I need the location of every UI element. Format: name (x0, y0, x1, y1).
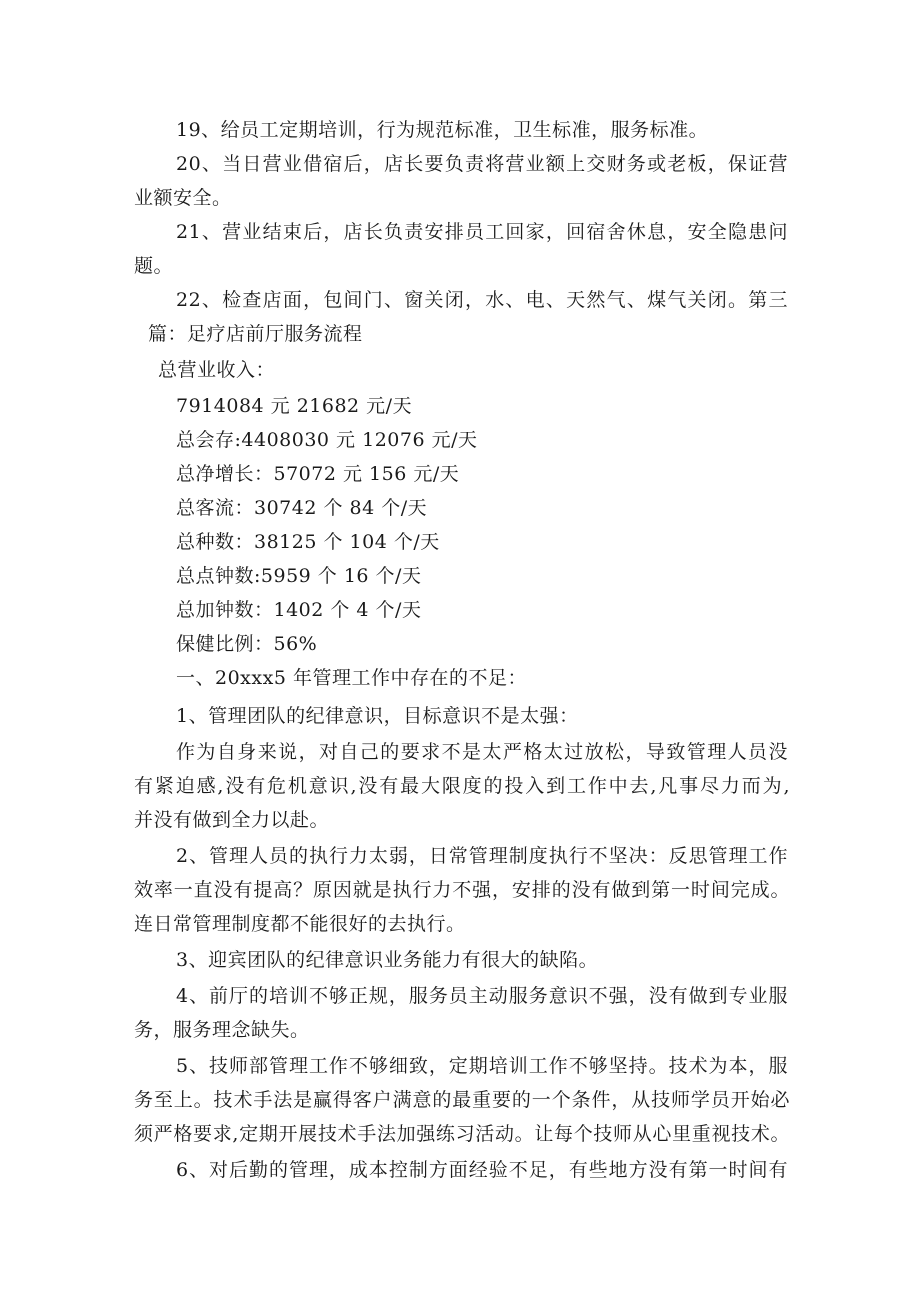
stat-line: 保健比例：56% (176, 633, 318, 655)
text-line: 作为自身来说，对自己的要求不是太严格太过放松，导致管理人员没 (176, 741, 788, 763)
stat-line: 总加钟数：1402 个 4 个/天 (176, 599, 422, 621)
stat-line: 7914084 元 21682 元/天 (176, 395, 413, 417)
stat-line: 总点钟数:5959 个 16 个/天 (176, 565, 422, 587)
stat-line: 总会存:4408030 元 12076 元/天 (176, 429, 478, 451)
stat-line: 总客流：30742 个 84 个/天 (176, 497, 428, 519)
text-line: 1、管理团队的纪律意识，目标意识不是太强： (176, 705, 579, 727)
text-line: 19、给员工定期培训，行为规范标准，卫生标准，服务标准。 (176, 119, 709, 141)
text-line: 6、对后勤的管理，成本控制方面经验不足，有些地方没有第一时间有 (176, 1159, 788, 1181)
heading-line: 一、20xxx5 年管理工作中存在的不足： (176, 667, 527, 689)
text-line: 须严格要求,定期开展技术手法加强练习活动。让每个技师从心里重视技术。 (134, 1123, 790, 1145)
text-line: 业额安全。 (134, 187, 232, 209)
text-line: 4、前厅的培训不够正规，服务员主动服务意识不强，没有做到专业服 (176, 985, 788, 1007)
text-line: 5、技师部管理工作不够细致，定期培训工作不够坚持。技术为本，服 (176, 1055, 788, 1077)
text-line: 3、迎宾团队的纪律意识业务能力有很大的缺陷。 (176, 949, 599, 971)
stat-line: 总净增长：57072 元 156 元/天 (176, 463, 460, 485)
text-line: 效率一直没有提高？原因就是执行力不强，安排的没有做到第一时间完成。 (134, 879, 790, 901)
text-line: 并没有做到全力以赴。 (134, 809, 330, 831)
text-line: 题。 (134, 255, 174, 277)
text-line: 篇：足疗店前厅服务流程 (148, 323, 363, 345)
text-line: 21、营业结束后，店长负责安排员工回家，回宿舍休息，安全隐患问 (176, 221, 788, 243)
section-label: 总营业收入： (158, 359, 276, 381)
text-line: 务至上。技术手法是赢得客户满意的最重要的一个条件，从技师学员开始必 (134, 1089, 790, 1111)
text-line: 连日常管理制度都不能很好的去执行。 (134, 913, 466, 935)
text-line: 22、检查店面，包间门、窗关闭，水、电、天然气、煤气关闭。第三 (176, 289, 788, 311)
text-line: 有紧迫感,没有危机意识,没有最大限度的投入到工作中去,凡事尽力而为, (134, 775, 790, 797)
text-line: 务，服务理念缺失。 (134, 1019, 310, 1041)
text-line: 20、当日营业借宿后，店长要负责将营业额上交财务或老板，保证营 (176, 153, 788, 175)
stat-line: 总种数：38125 个 104 个/天 (176, 531, 440, 553)
text-line: 2、管理人员的执行力太弱，日常管理制度执行不坚决：反思管理工作 (176, 845, 788, 867)
